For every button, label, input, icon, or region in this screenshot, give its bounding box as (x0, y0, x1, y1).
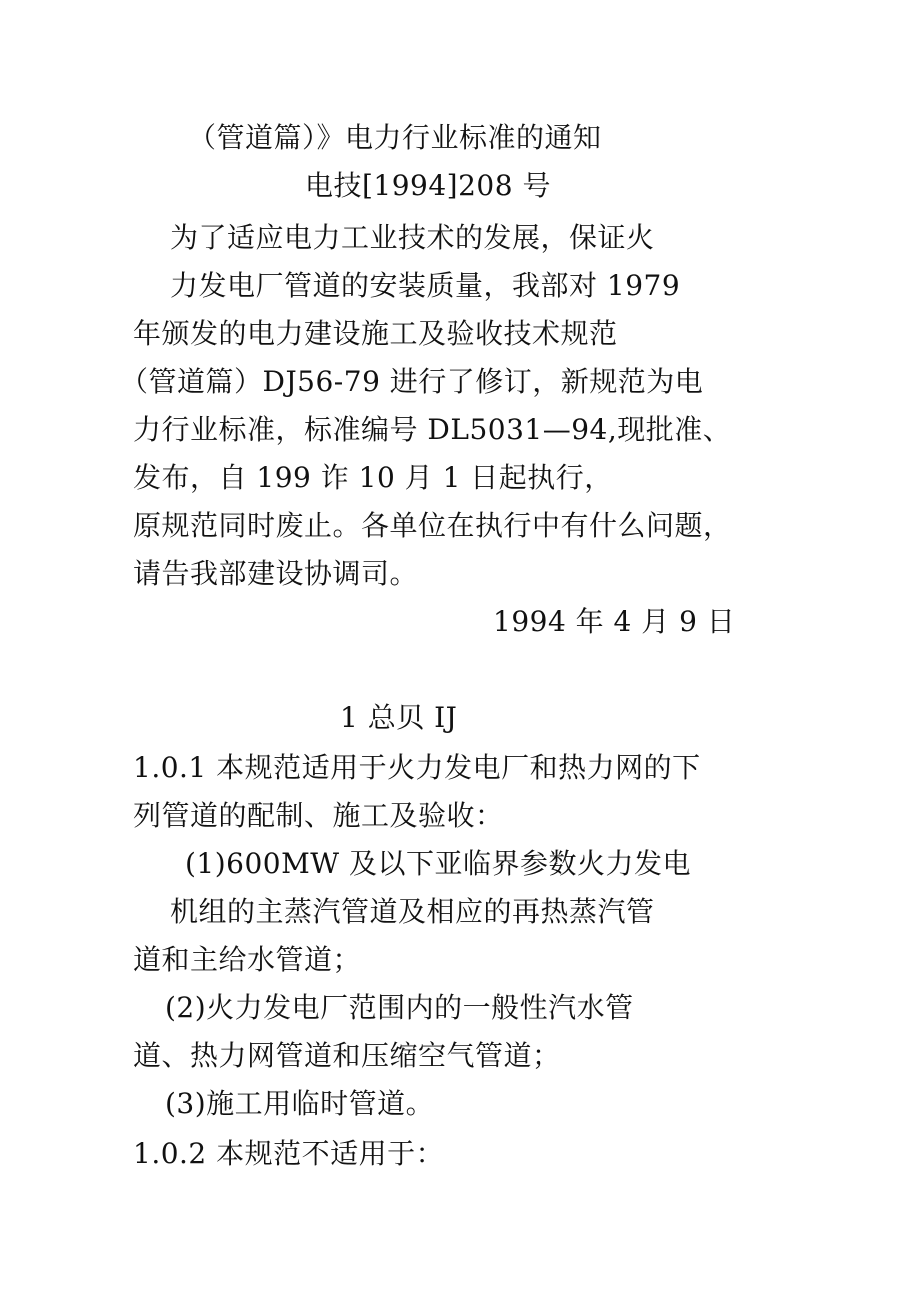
notice-line-6: 发布，自 199 诈 10 月 1 日起执行， (133, 461, 613, 494)
notice-line-3: 年颁发的电力建设施工及验收技术规范 (133, 317, 618, 350)
section-title: 1 总贝 IJ (340, 701, 458, 734)
clause-line-7: 道、热力网管道和压缩空气管道； (133, 1039, 561, 1072)
notice-line-4: （管道篇）DJ56-79 进行了修订，新规范为电 (120, 365, 704, 398)
notice-line-8: 请告我部建设协调司。 (133, 557, 419, 590)
heading-line-1: （管道篇）》电力行业标准的通知 (188, 121, 602, 154)
clause-line-9: 1.0.2 本规范不适用于： (133, 1137, 445, 1170)
clause-line-6: (2)火力发电厂范围内的一般性汽水管 (165, 991, 634, 1024)
clause-line-8: (3)施工用临时管道。 (165, 1087, 435, 1120)
notice-line-5: 力行业标准，标准编号 DL5031—94,现批准、 (133, 413, 732, 446)
heading-line-2: 电技[1994]208 号 (305, 169, 551, 202)
clause-line-1: 1.0.1 本规范适用于火力发电厂和热力网的下 (133, 751, 701, 784)
notice-line-2: 力发电厂管道的安装质量，我部对 1979 (170, 269, 681, 302)
notice-date: 1994 年 4 月 9 日 (493, 605, 736, 638)
notice-line-7: 原规范同时废止。各单位在执行中有什么问题， (133, 509, 732, 542)
clause-line-2: 列管道的配制、施工及验收： (133, 799, 504, 832)
notice-line-1: 为了适应电力工业技术的发展，保证火 (170, 221, 655, 254)
clause-line-4: 机组的主蒸汽管道及相应的再热蒸汽管 (170, 895, 655, 928)
clause-line-5: 道和主给水管道； (133, 943, 362, 976)
clause-line-3: (1)600MW 及以下亚临界参数火力发电 (185, 847, 691, 880)
